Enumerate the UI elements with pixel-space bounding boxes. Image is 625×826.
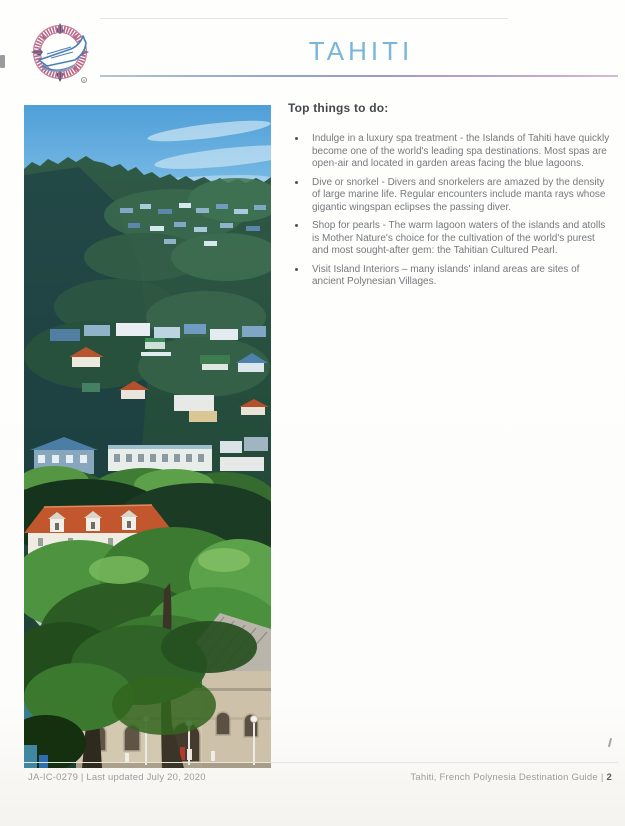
footer-guide-text: Tahiti, French Polynesia Destination Guide (410, 772, 598, 783)
svg-text:R: R (82, 78, 86, 83)
list-item: • Shop for pearls - The warm lagoon waters of the islands and atolls is Mother Nature's choice for the cultivation of the world's purest and most sought-after gem: the Tahitian Cultured Pearl. (307, 219, 610, 258)
tahiti-photo (24, 105, 271, 768)
header-top-hairline (100, 18, 508, 19)
list-item: • Visit Island Interiors – many islands' inland areas are sites of ancient Polynesian Villages. (307, 263, 610, 289)
scan-artifact-right (608, 738, 612, 747)
list-item: • Indulge in a luxury spa treatment - the Islands of Tahiti have quickly become one of the world's leading spa destinations. Most spas are open-air and located in garden areas facing the blue lagoons. (307, 132, 610, 171)
footer-divider-line (24, 762, 618, 763)
header-divider-line (100, 75, 618, 77)
footer-document-id: JA-IC-0279 | Last updated July 20, 2020 (28, 772, 206, 783)
page-number: 2 (606, 772, 612, 783)
tahiti-photo-graphic (24, 105, 271, 768)
footer-separator: | (600, 772, 604, 783)
page-title: TAHITI (308, 36, 414, 66)
list-item: • Dive or snorkel - Divers and snorkelers are amazed by the density of large marine life. Regular encounters include manta rays whose gigantic wingspan eclipses the passing diver. (307, 176, 610, 215)
things-to-do-list (288, 132, 610, 289)
footer-guide-title (410, 772, 612, 783)
cruise-ship-compass-logo (27, 22, 95, 96)
section-heading: Top things to do: (288, 101, 389, 115)
scan-artifact-left (0, 55, 5, 68)
logo-graphic (27, 22, 95, 96)
things-to-do-section (288, 101, 614, 294)
